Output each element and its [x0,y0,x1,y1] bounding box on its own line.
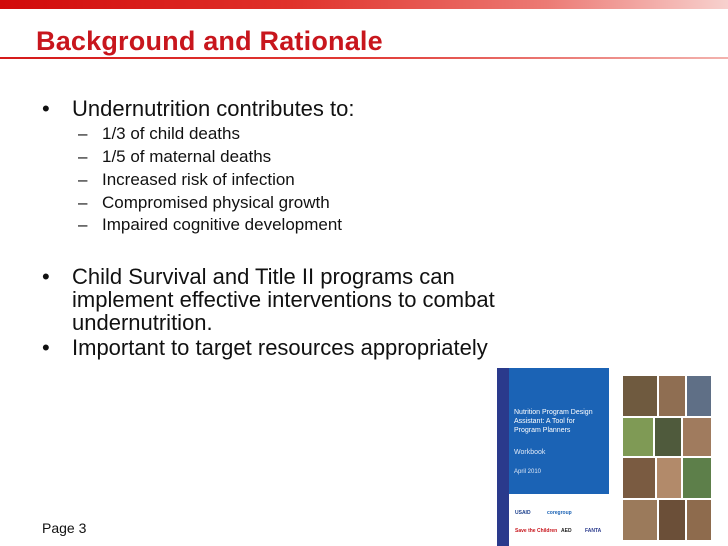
cover-date: April 2010 [514,469,542,475]
page-number: Page 3 [42,520,87,536]
bullet-dot: • [42,96,50,121]
cover-title-line: Program Planners [514,427,571,434]
subitem-text: Impaired cognitive development [102,215,343,234]
photo-tile [657,458,681,498]
photo-tile [659,376,685,416]
bullet-line: implement effective interventions to combat [72,287,495,312]
bullet-text: Undernutrition contributes to: [72,96,355,121]
dash-marker: – [78,147,88,166]
cover-spine [497,368,509,546]
slide-header [0,0,728,62]
coregroup-logo: coregroup [547,510,572,516]
dash-marker: – [78,215,88,234]
cover-subtitle: Workbook [514,449,546,456]
bullet-text: Important to target resources appropriately [72,335,488,360]
dash-marker: – [78,124,88,143]
bullet-line: undernutrition. [72,310,213,335]
bullet-dot: • [42,264,50,289]
photo-tile [623,500,657,540]
cover-logo-strip [509,494,609,546]
aed-logo: AED [561,528,572,534]
photo-tile [655,418,681,456]
bullet-dot: • [42,335,50,360]
photo-tile [623,376,657,416]
slide-title: Background and Rationale [36,26,383,56]
save-the-children-logo: Save the Children [515,528,558,534]
photo-tile [687,376,711,416]
subitem-text: 1/3 of child deaths [102,124,240,143]
fanta-logo: FANTA [585,528,602,534]
photo-tile [683,458,711,498]
subitem-text: Increased risk of infection [102,170,295,189]
usaid-logo: USAID [515,510,531,516]
dash-marker: – [78,170,88,189]
photo-tile [623,458,655,498]
header-accent-bar [0,0,728,9]
photo-tile [683,418,711,456]
cover-title [514,408,609,435]
bullet-line: Child Survival and Title II programs can [72,264,455,289]
photo-tile [687,500,711,540]
photo-tile [623,418,653,456]
photo-tile [659,500,685,540]
cover-title-line: Nutrition Program Design [514,409,593,416]
cover-title-line: Assistant: A Tool for [514,418,575,425]
subitem-text: 1/5 of maternal deaths [102,147,272,166]
workbook-cover-image [497,368,728,546]
header-divider [0,57,728,59]
subitem-text: Compromised physical growth [102,193,330,212]
dash-marker: – [78,193,88,212]
